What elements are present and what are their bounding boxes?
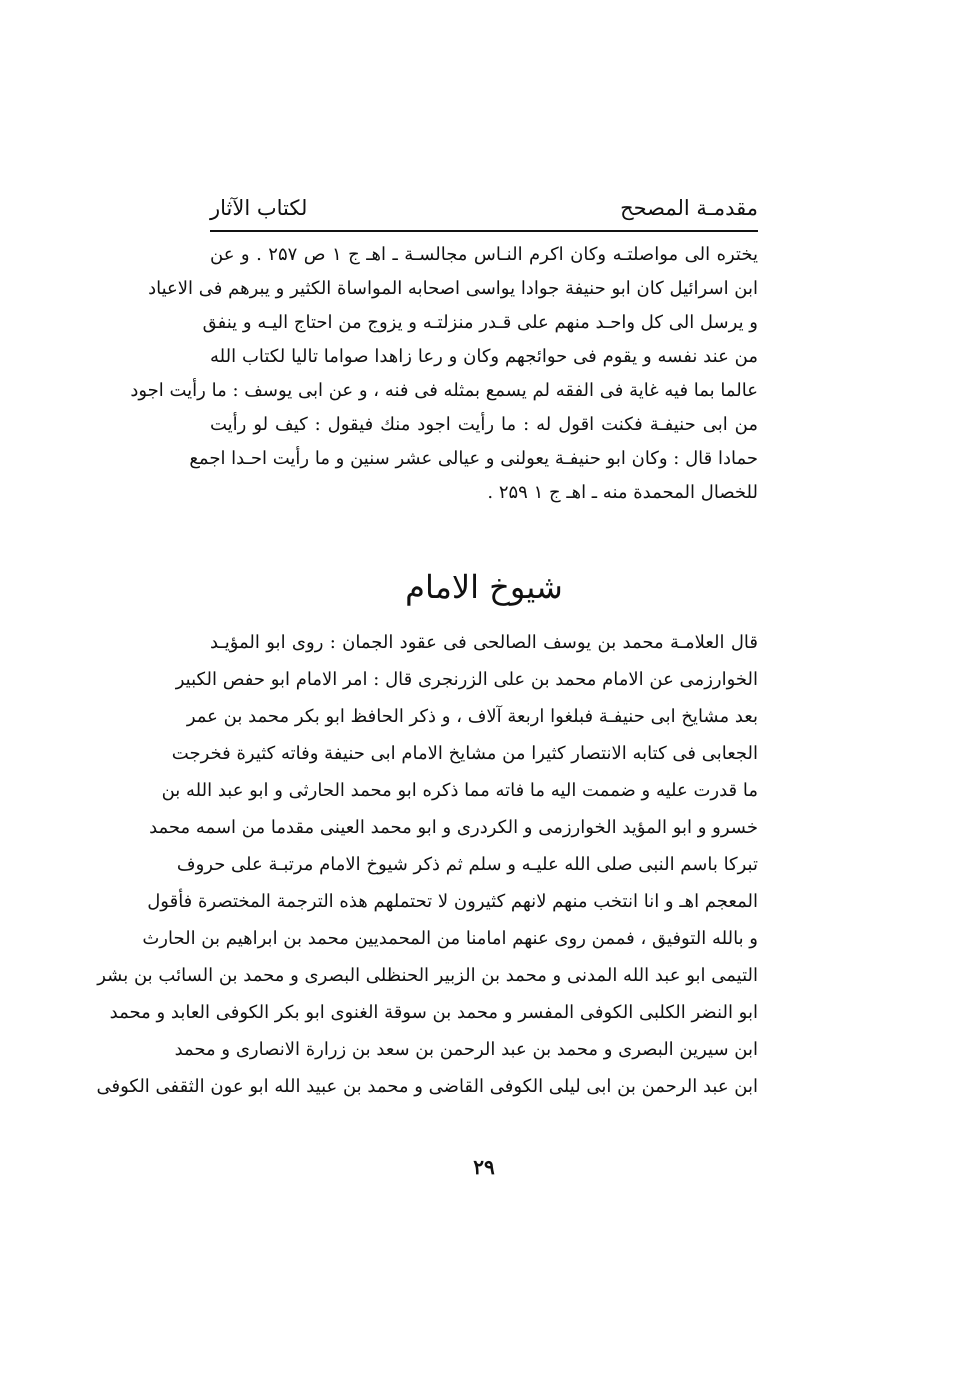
text-line: تبركا باسم النبى صلى الله عليـه و سلم ثم ذكر شيوخ الامام مرتبـة على حروف <box>176 854 758 875</box>
text-line: ما قدرت عليه و ضممت اليه ما فاته مما ذكره ابو محمد الحارثى و ابو عبد الله بن <box>161 780 758 801</box>
text-line: المعجم اهـ و انا انتخب منهم لانهم كثيرون لا تحتملهم هذه الترجمة المختصرة فأقول <box>147 891 758 912</box>
page-number: ۲۹ <box>473 1155 495 1179</box>
text-line: قال العلامـة محمد بن يوسف الصالحى فى عقود الجمان : روى ابو المؤيـد <box>210 632 758 653</box>
text-line: ابن اسرائيل كان ابو حنيفة جوادا يواسى اصحابه المواساة الكثير و يبرهم فى الاعياد <box>148 278 758 299</box>
main-text <box>96 624 758 1105</box>
text-line: و يرسل الى كل واحـد منهم على قـدر منزلتـه و يزوج من احتاج اليـه و ينفق <box>202 312 758 333</box>
footnote-text <box>130 238 758 510</box>
text-line: ابن عبد الرحمن بن ابى ليلى الكوفى القاضى و محمد بن عبيد الله ابو عون الثقفى الكوفى <box>96 1076 758 1097</box>
text-line: ابو النضر الكلبى الكوفى المفسر و محمد بن سوقة الغنوى ابو بكر الكوفى العابد و محمد <box>109 1002 758 1023</box>
text-line: يختره الى مواصلتـه وكان اكرم النـاس مجالسـة ـ اهـ ج ۱ ص ۲۵۷ . و عن <box>210 244 758 265</box>
text-line: و بالله التوفيق ، فممن روى عنهم امامنا من المحمديين محمد بن ابراهيم بن الحارث <box>142 928 758 949</box>
text-line: للخصال المحمدة منه ـ اهـ ج ۱ ۲۵۹ . <box>487 482 758 503</box>
text-line: الجعابى فى كتابه الانتصار كثيرا من مشايخ الامام ابى حنيفة وفاته كثيرة فخرجت <box>171 743 758 764</box>
section-title: شيوخ الامام <box>405 568 563 606</box>
text-line: ابن سيرين البصرى و محمد بن عبد الرحمن بن سعد بن زرارة الانصارى و محمد <box>174 1039 758 1060</box>
text-line: من ابى حنيفـة فكنت اقول له : ما رأيت اجود منك فيقول : كيف لو رأيت <box>210 414 758 435</box>
header-title-right: مقدمـة المصحح <box>620 196 758 220</box>
text-line: بعد مشايخ ابى حنيفـة فبلغوا اربعة آلاف ، و ذكر الحافظ ابو بكر محمد بن عمر <box>186 706 758 727</box>
text-line: حمادا قال : وكان ابو حنيفـة يعولنى و عيالى عشر سنين و ما رأيت احـدا اجمع <box>189 448 758 469</box>
header-title-left: لكتاب الآثار <box>210 196 308 220</box>
text-line: التيمى ابو عبد الله المدنى و محمد بن الزبير الحنظلى البصرى و محمد بن السائب بن بشر <box>97 965 758 986</box>
text-line: الخوارزمى عن الامام محمد بن على الزرنجرى قال : امر الامام ابو حفص الكبير <box>175 669 758 690</box>
running-header <box>210 188 758 228</box>
text-line: من عند نفسه و يقوم فى حوائجهم وكان و رعا زاهدا صواما تاليا لكتاب الله <box>210 346 758 367</box>
text-line: خسرو و ابو المؤيد الخوارزمى و الكردرى و ابو محمد العينى مقدما من اسمه محمد <box>149 817 758 838</box>
header-rule <box>210 230 758 232</box>
text-line: عالما بما فيه غاية فى الفقه لم يسمع بمثله فى فنه ، و عن ابى يوسف : ما رأيت اجود <box>130 380 758 401</box>
